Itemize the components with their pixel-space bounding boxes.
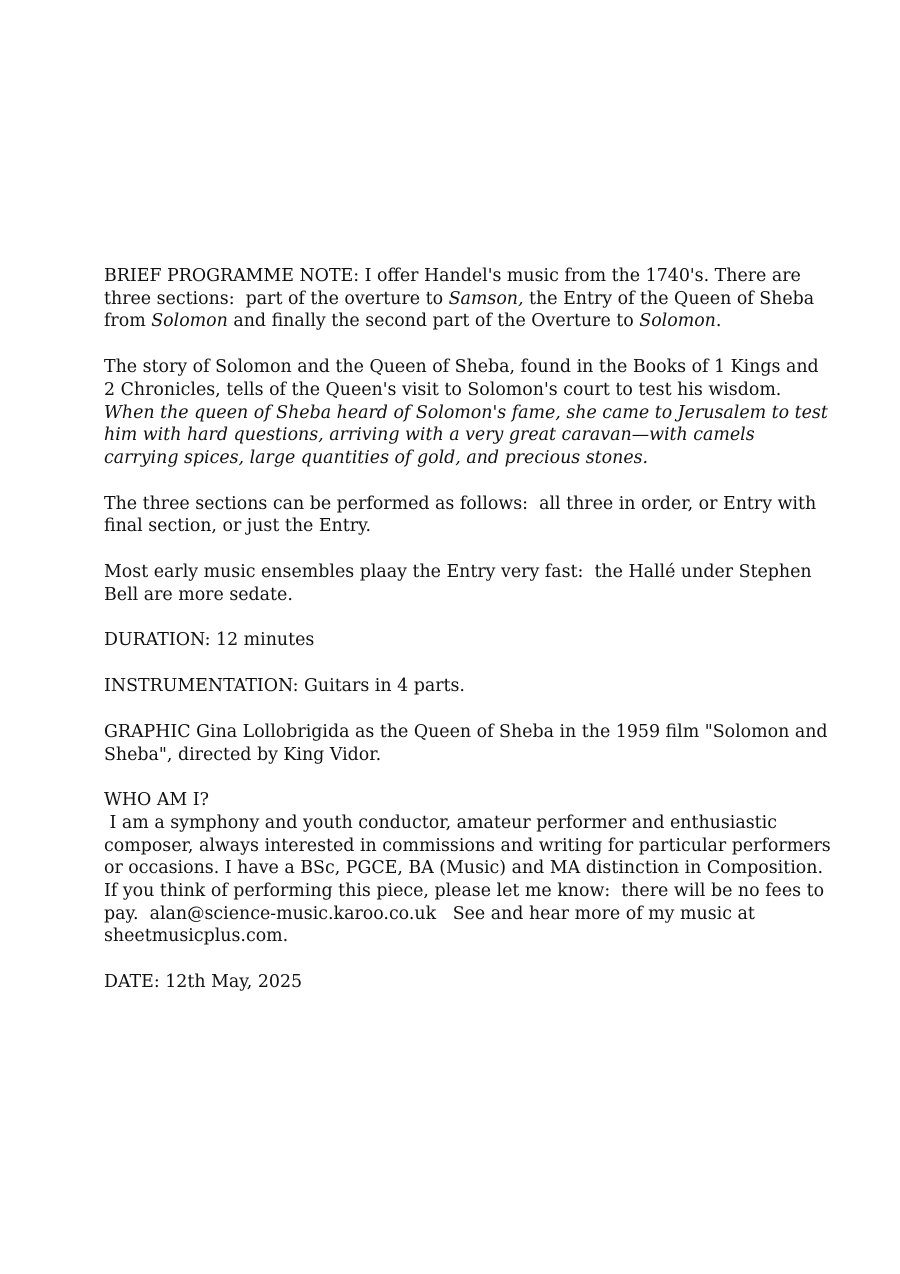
graphic-paragraph: GRAPHIC Gina Lollobrigida as the Queen of Sheba in the 1959 film "Solomon and Sheba", directed by King Vidor.: [104, 721, 834, 765]
samson-title: Samson,: [448, 288, 524, 309]
performance-options-paragraph: The three sections can be performed as follows: all three in order, or Entry with final section, or just the Entry.: [104, 493, 822, 537]
story-text: The story of Solomon and the Queen of Sheba, found in the Books of 1 Kings and 2 Chronicles, tells of the Queen's visit to Solomon's court to test his wisdom.: [104, 357, 825, 400]
duration-line: DURATION: 12 minutes: [104, 630, 315, 651]
note-entry-text: the Entry of the Queen of Sheba from: [104, 288, 820, 332]
note-finally-text: and finally the second part of the Overture to: [227, 311, 640, 332]
who-am-i-heading: WHO AM I?: [104, 790, 209, 811]
solomon-title-2: Solomon: [639, 311, 716, 332]
solomon-title: Solomon: [151, 311, 228, 332]
note-intro-text: BRIEF PROGRAMME NOTE: I offer Handel's music from the 1740's. There are three sections: part of the overture to: [104, 266, 807, 309]
note-period: .: [715, 311, 722, 332]
date-line: DATE: 12th May, 2025: [104, 972, 303, 993]
brief-programme-note-paragraph: [104, 265, 834, 333]
story-quote: When the queen of Sheba heard of Solomon's fame, she came to Jerusalem to test him with hard questions, arriving with a very great caravan—with camels carrying spices, large quantities of gold, and precious stones.: [104, 402, 834, 468]
who-am-i-body: I am a symphony and youth conductor, amateur performer and enthusiastic composer, always interested in commissions and writing for particular performers or occasions. I have a BSc, PGCE, BA (Music) and MA distinction in Composition. If you think of performing this piece, please let me know: there will be no fees to pay. alan@science-music.karoo.co.uk See and hear more of my music at sheetmusicplus.com.: [104, 812, 837, 947]
programme-note: [104, 265, 837, 994]
tempo-paragraph: Most early music ensembles plaay the Entry very fast: the Hallé under Stephen Bell are more sedate.: [104, 562, 818, 605]
instrumentation-line: INSTRUMENTATION: Guitars in 4 parts.: [104, 676, 465, 697]
story-paragraph: [104, 356, 834, 470]
